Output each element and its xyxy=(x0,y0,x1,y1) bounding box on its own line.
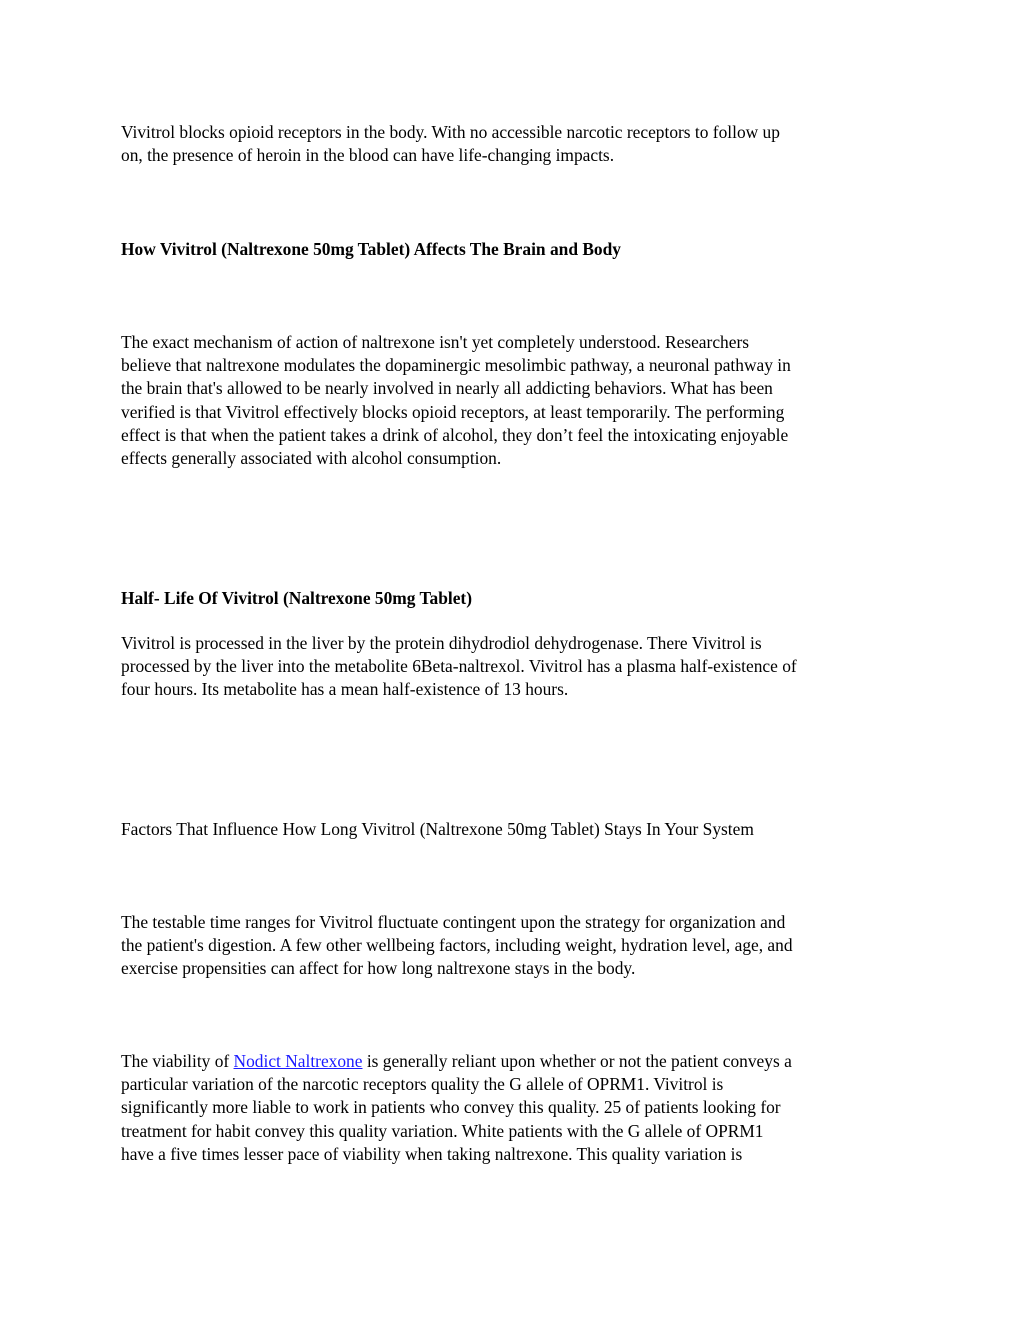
factors-line: exercise propensities can affect for how long naltrexone stays in the body. xyxy=(121,958,636,979)
viability-prefix: The viability of xyxy=(121,1051,234,1071)
mechanism-line: the brain that's allowed to be nearly involved in nearly all addicting behaviors. What has been xyxy=(121,378,773,399)
heading-brain-body: How Vivitrol (Naltrexone 50mg Tablet) Affects The Brain and Body xyxy=(121,239,621,259)
viability-line: particular variation of the narcotic receptors quality the G allele of OPRM1. Vivitrol is xyxy=(121,1074,724,1095)
mechanism-line: verified is that Vivitrol effectively blocks opioid receptors, at least temporarily. The performing xyxy=(121,401,785,422)
intro-line: on, the presence of heroin in the blood can have life-changing impacts. xyxy=(121,145,615,166)
factors-line: the patient's digestion. A few other wellbeing factors, including weight, hydration level, age, and xyxy=(121,935,793,956)
intro-line: Vivitrol blocks opioid receptors in the body. With no accessible narcotic receptors to follow up xyxy=(121,122,780,142)
nodict-naltrexone-link[interactable]: Nodict Naltrexone xyxy=(233,1051,363,1071)
mechanism-line: believe that naltrexone modulates the dopaminergic mesolimbic pathway, a neuronal pathway in xyxy=(121,355,791,376)
mechanism-line: effect is that when the patient takes a drink of alcohol, they don’t feel the intoxicating enjoyable xyxy=(121,424,789,445)
mechanism-line: effects generally associated with alcohol consumption. xyxy=(121,448,502,469)
half-life-paragraph xyxy=(121,632,921,702)
viability-suffix: is generally reliant upon whether or not the patient conveys a xyxy=(362,1051,792,1071)
intro-paragraph xyxy=(121,121,921,167)
half-life-line: Vivitrol is processed in the liver by the protein dihydrodiol dehydrogenase. There Vivitrol is xyxy=(121,633,762,653)
heading-half-life: Half- Life Of Vivitrol (Naltrexone 50mg Tablet) xyxy=(121,588,472,608)
viability-first-line xyxy=(121,1050,921,1073)
factors-line: The testable time ranges for Vivitrol fluctuate contingent upon the strategy for organization and xyxy=(121,912,786,932)
half-life-line: processed by the liver into the metabolite 6Beta-naltrexol. Vivitrol has a plasma half-existence of xyxy=(121,656,797,677)
mechanism-line: The exact mechanism of action of naltrexone isn't yet completely understood. Researchers xyxy=(121,332,750,352)
heading-factors: Factors That Influence How Long Vivitrol (Naltrexone 50mg Tablet) Stays In Your System xyxy=(121,819,754,839)
mechanism-paragraph xyxy=(121,331,921,470)
half-life-line: four hours. Its metabolite has a mean half-existence of 13 hours. xyxy=(121,679,569,700)
viability-line: have a five times lesser pace of viability when taking naltrexone. This quality variation is xyxy=(121,1143,743,1164)
viability-paragraph xyxy=(121,1050,921,1166)
viability-line: treatment for habit convey this quality variation. White patients with the G allele of OPRM1 xyxy=(121,1120,764,1141)
viability-line: significantly more liable to work in patients who convey this quality. 25 of patients looking for xyxy=(121,1097,781,1118)
factors-paragraph xyxy=(121,911,921,981)
